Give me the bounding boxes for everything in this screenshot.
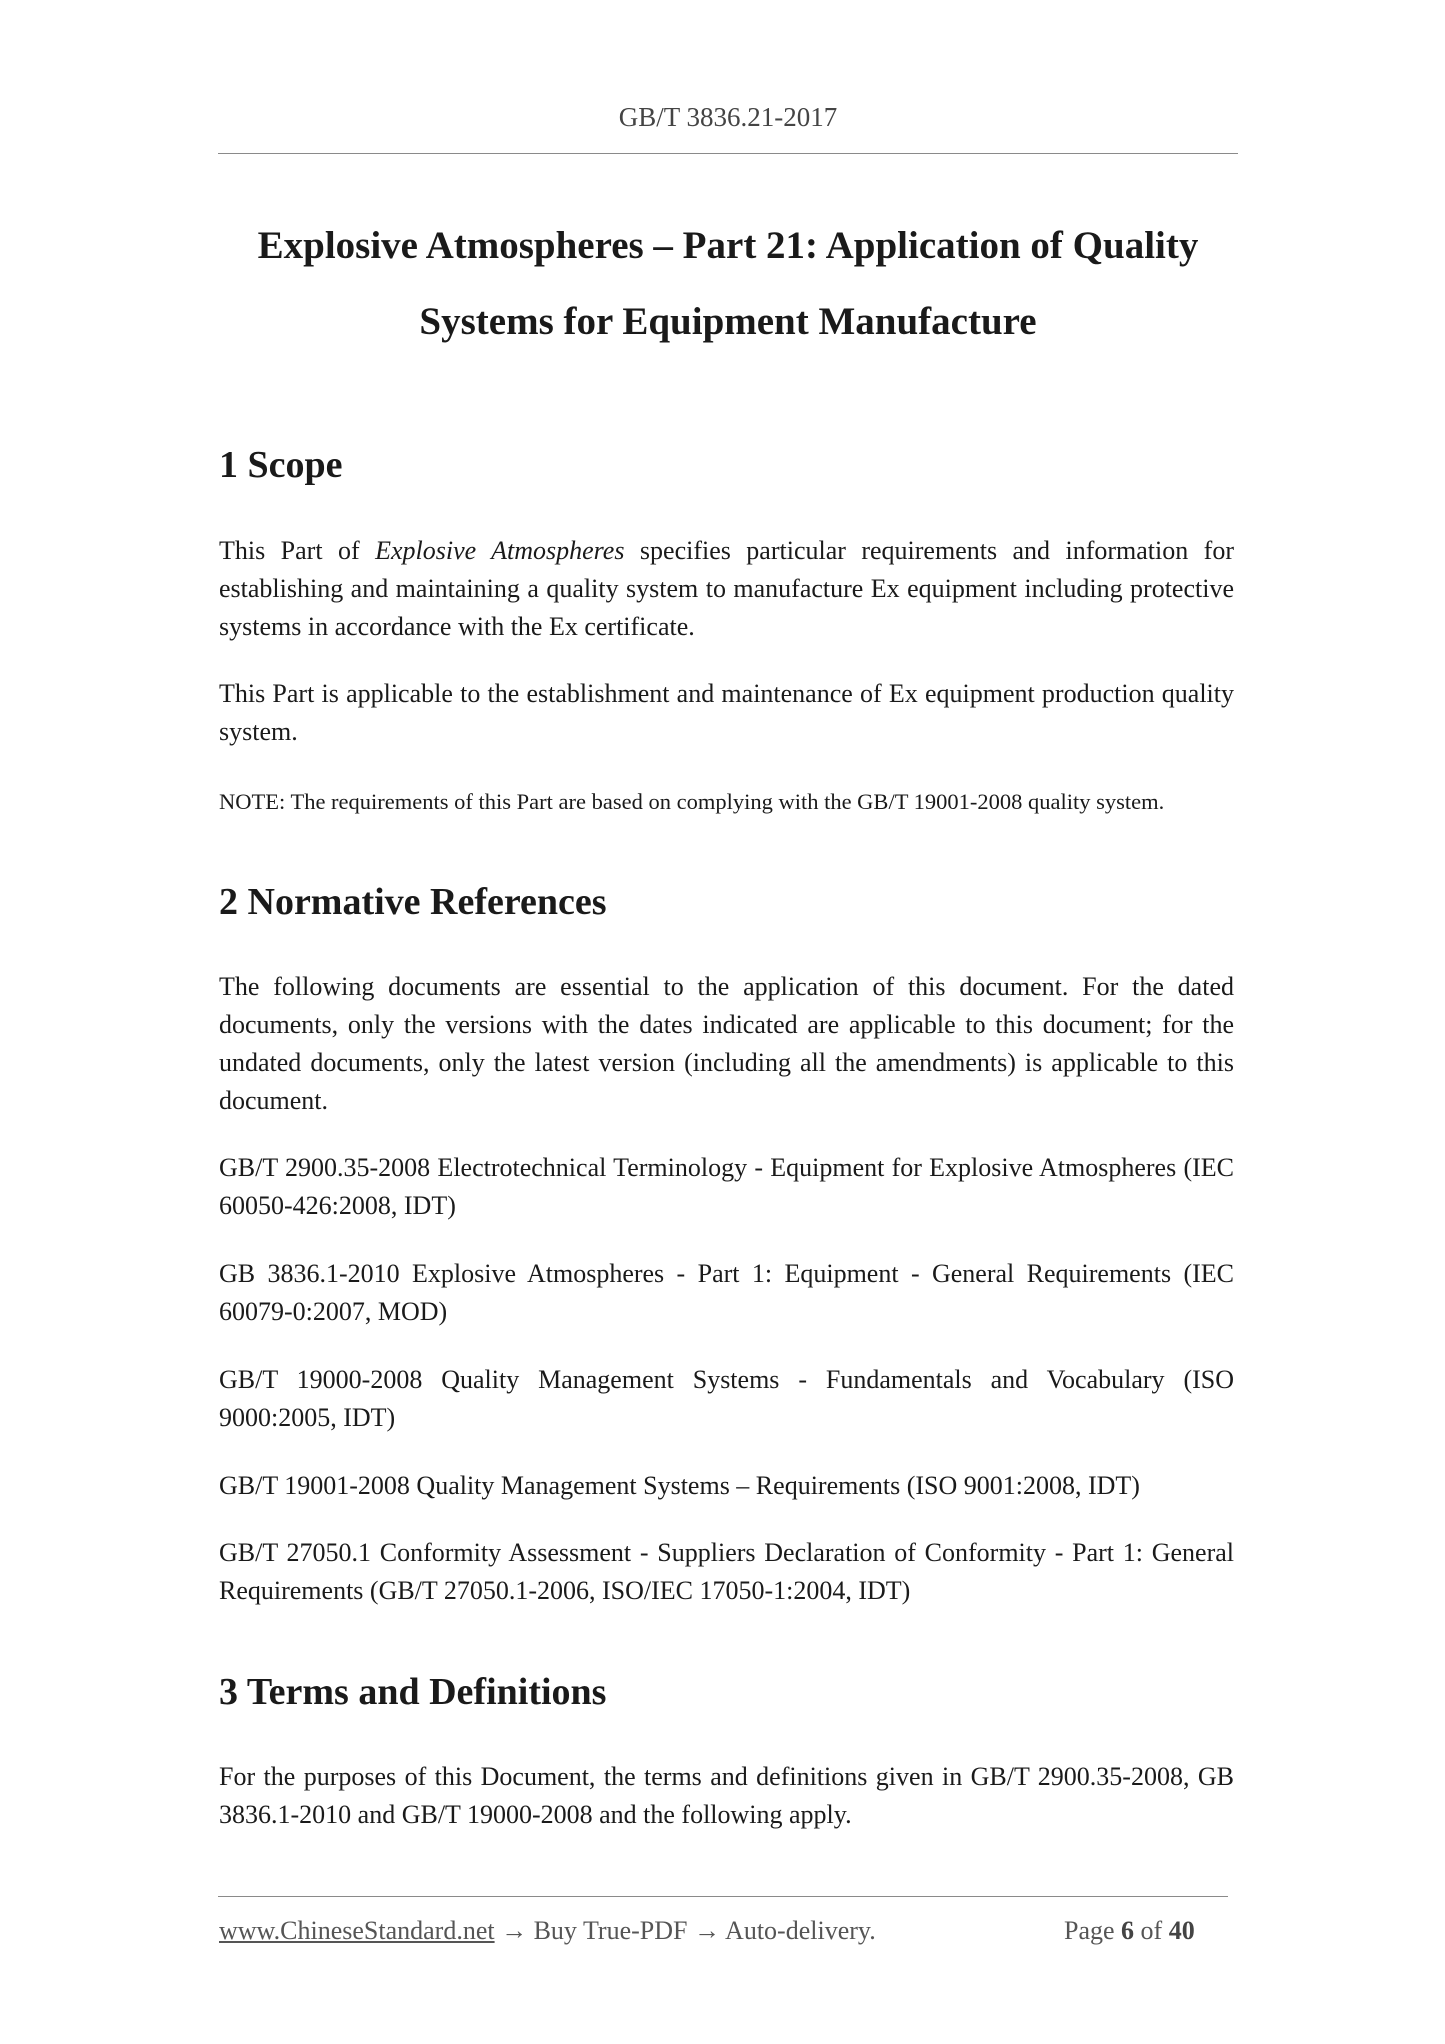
footer-promo [219,1916,876,1946]
scope-paragraph-2: This Part is applicable to the establishment and maintenance of Ex equipment production quality system. [219,679,1234,746]
terms-paragraph-1: For the purposes of this Document, the terms and definitions given in GB/T 2900.35-2008, GB 3836.1-2010 and GB/T 19000-2008 and the following apply. [219,1762,1234,1829]
reference-item: GB/T 19001-2008 Quality Management Systems – Requirements (ISO 9001:2008, IDT) [219,1471,1140,1500]
document-title [218,208,1238,360]
section-heading-normative-references: 2 Normative References [219,881,607,923]
scope-p1-italic-title: Explosive Atmospheres [375,536,625,565]
footer-divider [218,1896,1228,1897]
reference-item: GB 3836.1-2010 Explosive Atmospheres - Part 1: Equipment - General Requirements (IEC 60079-0:2007, MOD) [219,1259,1234,1326]
normative-intro: The following documents are essential to the application of this document. For the dated documents, only the versions with the dates indicated are applicable to this document; for the undated documents, only the latest version (including all the amendments) is applicable to this document. [219,972,1234,1115]
scope-paragraph-1 [219,532,1234,646]
page-current: 6 [1121,1916,1135,1945]
page-header: GB/T 3836.21-2017 [618,102,838,132]
section-heading-terms: 3 Terms and Definitions [219,1671,607,1713]
page-label: Page [1064,1916,1115,1945]
scope-p1-post: specifies particular requirements and information for establishing and maintaining a quality system to manufacture Ex equipment including protective systems in accordance with the Ex certificate. [219,536,1234,641]
footer-promo-text: → Buy True-PDF → Auto-delivery. [494,1916,876,1945]
website-link[interactable]: www.ChineseStandard.net [219,1916,495,1945]
page-number [1064,1916,1195,1946]
scope-note: NOTE: The requirements of this Part are based on complying with the GB/T 19001-2008 quality system. [219,789,1165,814]
reference-item: GB/T 19000-2008 Quality Management Systems - Fundamentals and Vocabulary (ISO 9000:2005, IDT) [219,1365,1234,1432]
header-divider [218,153,1238,154]
section-heading-scope: 1 Scope [219,444,343,486]
title-line-1: Explosive Atmospheres – Part 21: Application of Quality [257,224,1199,267]
reference-item: GB/T 2900.35-2008 Electrotechnical Terminology - Equipment for Explosive Atmospheres (IEC 60050-426:2008, IDT) [219,1153,1234,1220]
page-total: 40 [1168,1916,1195,1945]
title-line-2: Systems for Equipment Manufacture [419,300,1037,343]
page-of-label: of [1140,1916,1163,1945]
scope-p1-pre: This Part of [219,536,376,565]
reference-item: GB/T 27050.1 Conformity Assessment - Suppliers Declaration of Conformity - Part 1: General Requirements (GB/T 27050.1-2006, ISO/IEC 17050-1:2004, IDT) [219,1538,1234,1605]
